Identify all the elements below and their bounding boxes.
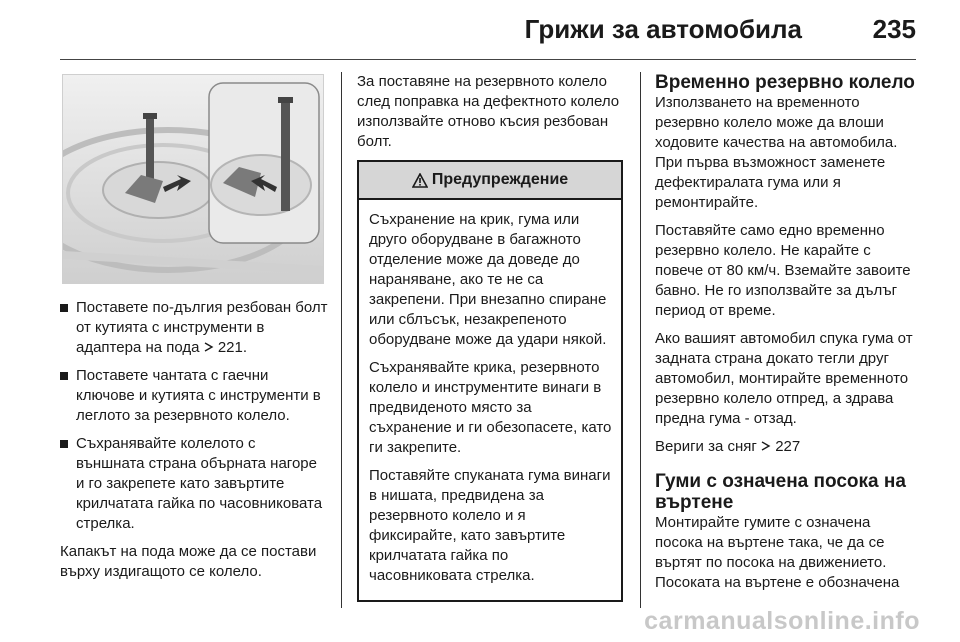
spare-wheel-drawing bbox=[63, 75, 323, 283]
page-header-title: Грижи за автомобила bbox=[524, 14, 802, 44]
column-3 bbox=[655, 72, 921, 601]
bullet-text: Съхранявайте колелото с външната страна обърната нагоре и го закрепете като завъртите крилчатата гайка по часовниковата стрелка. bbox=[76, 435, 323, 532]
warning-box bbox=[357, 160, 623, 602]
instruction-bullet-3 bbox=[60, 434, 328, 534]
header-divider bbox=[60, 59, 916, 60]
section-paragraph: Използването на временното резервно колело може да влоши ходовите качества на автомобила. При първа възможност заменете дефектиралата гума или я ремонтирайте. bbox=[655, 94, 898, 211]
section-title-temporary-spare: Временно резервно колело bbox=[655, 72, 915, 93]
warning-paragraph: Съхранение на крик, гума или друго оборудване в багажното отделение може да доведе до нараняване, ако те не са закрепени. При внезапно спиране или сблъсък, незакрепеното оборудване може да удари някой. bbox=[369, 211, 607, 348]
column-divider-2 bbox=[640, 72, 641, 608]
bullet-square-icon bbox=[60, 440, 68, 448]
page-number: 235 bbox=[872, 14, 916, 44]
bullet-text: Поставете чантата с гаечни ключове и кутията с инструменти в леглото за резервното колело. bbox=[76, 367, 321, 424]
warning-paragraph: Съхранявайте крика, резервното колело и инструментите винаги в предвиденото място за съхранение и ги обезопасете, като ги закрепите. bbox=[369, 359, 612, 456]
column-2 bbox=[357, 72, 625, 602]
arrow-ref-icon bbox=[761, 441, 771, 451]
snow-chains-reference bbox=[655, 437, 921, 457]
section-paragraph: Поставяйте само едно временно резервно колело. Не карайте с повече от 80 км/ч. Вземайте завоите бавно. Не го използвайте за дълъг период от време. bbox=[655, 222, 911, 319]
section-paragraph: Ако вашият автомобил спука гума от задната страна докато тегли друг автомобил, монтирайте временното резервно колело отпред, а здрава предна гума - отзад. bbox=[655, 330, 913, 427]
warning-title: Предупреждение bbox=[431, 171, 569, 188]
bullet-square-icon bbox=[60, 304, 68, 312]
warning-body bbox=[359, 200, 621, 600]
warning-header bbox=[359, 162, 621, 200]
spare-wheel-illustration bbox=[62, 74, 324, 284]
instruction-bullet-2 bbox=[60, 366, 328, 426]
spare-bolt-paragraph: За поставяне на резервното колело след поправка на дефектното колело използвайте отново късия резбован болт. bbox=[357, 73, 620, 150]
warning-triangle-icon bbox=[412, 173, 428, 188]
page-reference[interactable] bbox=[761, 438, 800, 455]
instruction-bullet-1 bbox=[60, 298, 328, 358]
page-reference-number: 227 bbox=[775, 438, 801, 455]
section-title-directional-tyres: Гуми с означена посока на въртене bbox=[655, 471, 906, 513]
page-reference-number: 221. bbox=[217, 339, 248, 356]
watermark: carmanualsonline.info bbox=[644, 607, 920, 635]
bullet-square-icon bbox=[60, 372, 68, 380]
section-paragraph: Монтирайте гумите с означена посока на въртене така, че да се въртят по посока на движението. Посоката на въртене е обозначена bbox=[655, 514, 900, 591]
floor-cover-paragraph: Капакът на пода може да се постави върху издигащото се колело. bbox=[60, 543, 317, 580]
column-divider-1 bbox=[341, 72, 342, 608]
page-reference[interactable] bbox=[204, 339, 247, 356]
arrow-ref-icon bbox=[204, 342, 214, 352]
bullet-text: Поставете по-дългия резбован болт от кутията с инструменти в адаптера на пода bbox=[76, 299, 328, 356]
column-1 bbox=[60, 72, 328, 590]
snow-chains-text: Вериги за сняг bbox=[655, 438, 757, 455]
warning-paragraph: Поставяйте спуканата гума винаги в нишата, предвидена за резервното колело и я фиксирайте, като завъртите крилчатата гайка по часовниковата стрелка. bbox=[369, 467, 611, 584]
